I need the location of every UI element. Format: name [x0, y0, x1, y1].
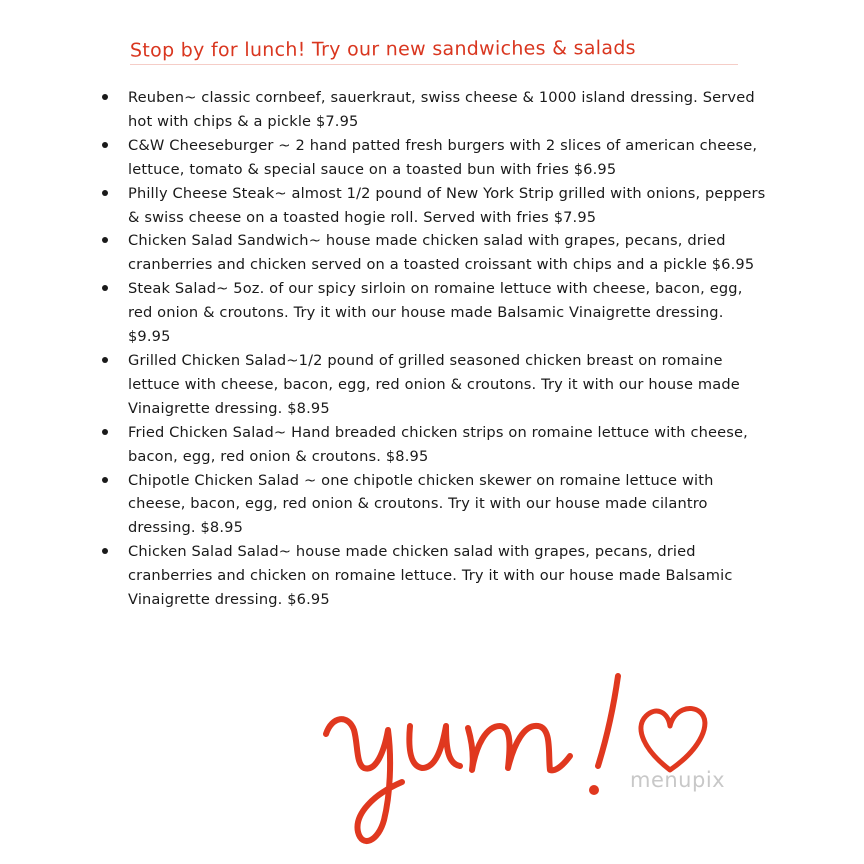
- bullet-icon: [102, 285, 108, 291]
- yum-letter-u: [409, 726, 460, 768]
- yum-exclaim-stroke: [598, 676, 618, 766]
- heart-icon: [641, 708, 705, 770]
- menu-item-text: C&W Cheeseburger ~ 2 hand patted fresh burgers with 2 slices of american cheese, lettuce, tomato & special sauce on a toasted bun with fries $6.95: [128, 136, 758, 178]
- menu-item-philly-cheese-steak: [102, 182, 767, 230]
- menu-item-cw-cheeseburger: [102, 134, 767, 182]
- bullet-icon: [102, 548, 108, 554]
- menu-item-chipotle-chicken-salad: [102, 469, 767, 541]
- menu-item-text: Reuben~ classic cornbeef, sauerkraut, swiss cheese & 1000 island dressing. Served hot with chips & a pickle $7.95: [128, 89, 755, 130]
- yum-letter-y: [326, 719, 402, 841]
- bullet-icon: [102, 429, 108, 435]
- menu-item-text: Steak Salad~ 5oz. of our spicy sirloin on romaine lettuce with cheese, bacon, egg, red onion & croutons. Try it with our house made Balsamic Vinaigrette dressing. $9.95: [128, 280, 743, 346]
- yum-exclaim-dot: [589, 785, 599, 795]
- yum-letter-m: [468, 726, 570, 770]
- bullet-icon: [102, 237, 108, 243]
- menu-item-text: Philly Cheese Steak~ almost 1/2 pound of New York Strip grilled with onions, peppers & swiss cheese on a toasted hogie roll. Served with fries $7.95: [128, 184, 766, 226]
- menu-item-fried-chicken-salad: [102, 421, 767, 469]
- menu-item-text: Chicken Salad Salad~ house made chicken salad with grapes, pecans, dried cranberries and chicken on romaine lettuce. Try it with our house made Balsamic Vinaigrette dressing. $6.95: [128, 543, 733, 609]
- bullet-icon: [102, 142, 108, 148]
- bullet-icon: [102, 357, 108, 363]
- bullet-icon: [102, 477, 108, 483]
- page-title: Stop by for lunch! Try our new sandwiches & salads: [129, 36, 636, 62]
- menu-item-steak-salad: [102, 277, 767, 349]
- menu-item-text: Grilled Chicken Salad~1/2 pound of grilled seasoned chicken breast on romaine lettuce with cheese, bacon, egg, red onion & croutons. Try it with our house made Vinaigrette dressing. $8.95: [128, 351, 740, 417]
- menu-item-text: Chipotle Chicken Salad ~ one chipotle chicken skewer on romaine lettuce with cheese, bacon, egg, red onion & croutons. Try it with our house made cilantro dressing. $8.95: [128, 471, 714, 537]
- menu-item-chicken-salad-sandwich: [102, 229, 767, 277]
- header-divider: [130, 64, 738, 65]
- menu-item-text: Chicken Salad Sandwich~ house made chicken salad with grapes, pecans, dried cranberries and chicken served on a toasted croissant with chips and a pickle $6.95: [128, 232, 755, 274]
- menu-item-grilled-chicken-salad: [102, 349, 767, 421]
- bullet-icon: [102, 94, 108, 100]
- menu-item-text: Fried Chicken Salad~ Hand breaded chicken strips on romaine lettuce with cheese, bacon, egg, red onion & croutons. $8.95: [128, 423, 748, 465]
- bullet-icon: [102, 190, 108, 196]
- yum-script-logo: [318, 664, 738, 854]
- menu-item-reuben: [102, 86, 767, 134]
- watermark: menupix: [630, 768, 726, 792]
- menu-list: [102, 86, 767, 612]
- menu-item-chicken-salad-salad: [102, 540, 767, 612]
